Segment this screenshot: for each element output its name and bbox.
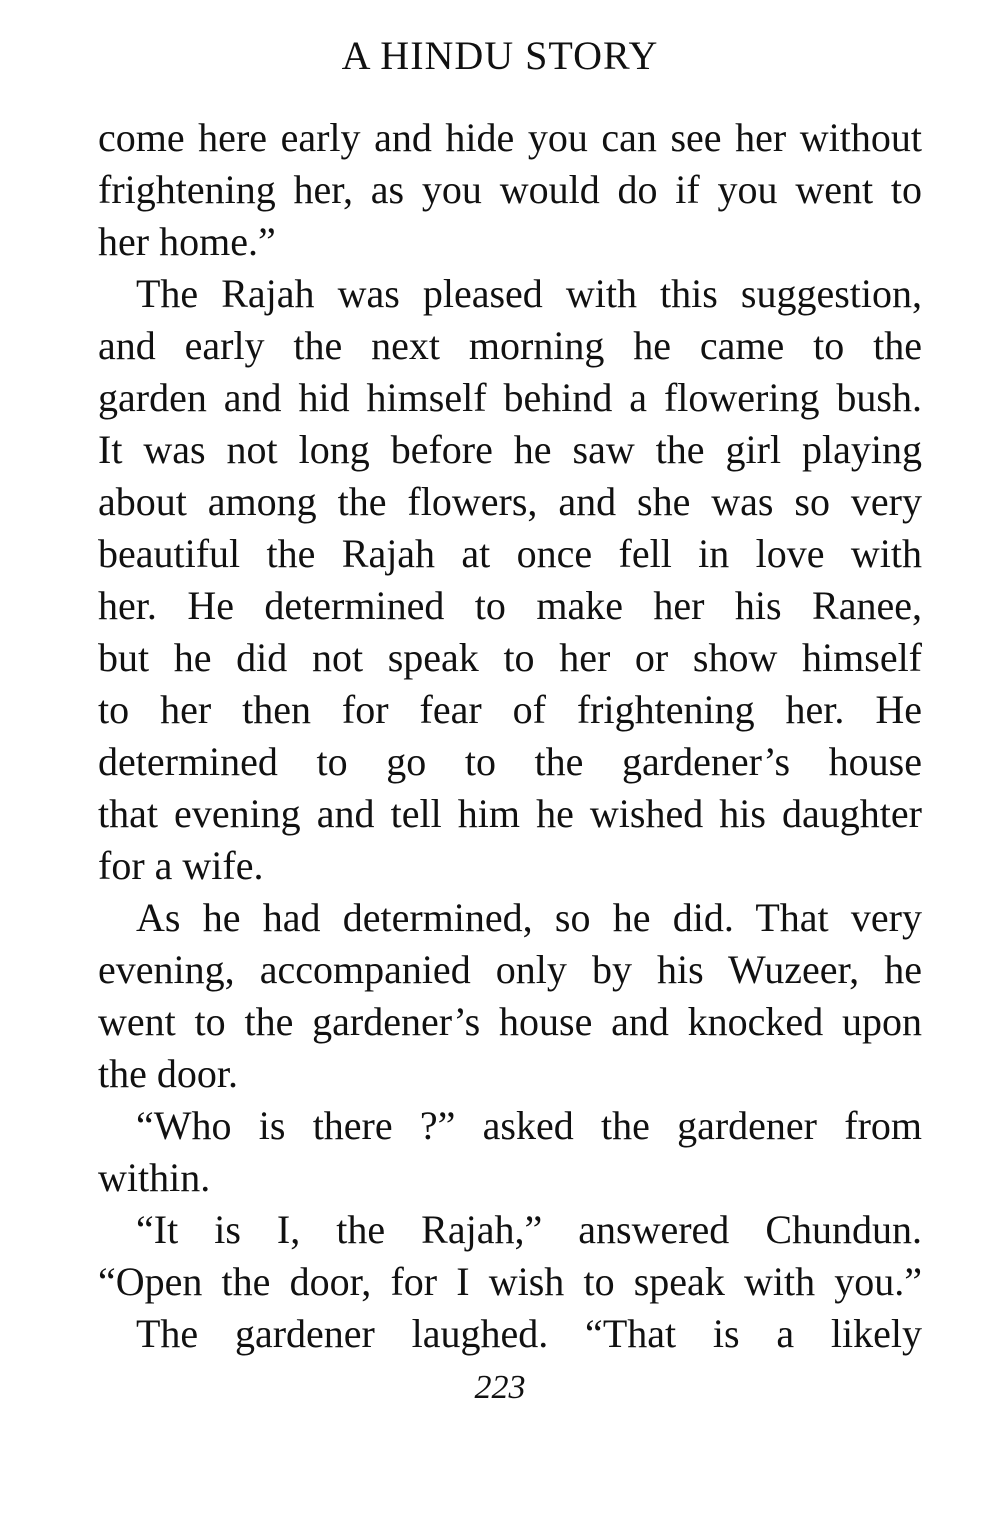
text-line: determined to go to the gardener’s house <box>98 739 922 784</box>
text-line: went to the gardener’s house and knocked upon <box>98 999 922 1044</box>
text-line: the door. <box>98 1051 238 1096</box>
running-head: A HINDU STORY <box>341 33 659 78</box>
text-line: frightening her, as you would do if you went to <box>98 167 922 212</box>
text-line: about among the flowers, and she was so very <box>98 479 922 524</box>
text-line: evening, accompanied only by his Wuzeer, he <box>98 947 922 992</box>
text-line: garden and hid himself behind a flowering bush. <box>98 375 922 420</box>
text-line: beautiful the Rajah at once fell in love with <box>98 531 922 576</box>
body-text <box>98 112 922 1360</box>
text-line: It was not long before he saw the girl playing <box>98 427 922 472</box>
text-line: and early the next morning he came to the <box>98 323 922 368</box>
text-line: come here early and hide you can see her without <box>98 115 922 160</box>
text-line: her. He determined to make her his Ranee, <box>98 583 922 628</box>
text-line: to her then for fear of frightening her. He <box>98 687 922 732</box>
text-line: for a wife. <box>98 843 264 888</box>
text-line: her home.” <box>98 219 276 264</box>
text-line: “Who is there ?” asked the gardener from <box>136 1103 922 1148</box>
text-line: “It is I, the Rajah,” answered Chundun. <box>136 1207 922 1252</box>
page-number: 223 <box>474 1369 526 1406</box>
text-line: “Open the door, for I wish to speak with you.” <box>98 1259 922 1304</box>
text-line: As he had determined, so he did. That very <box>136 895 922 940</box>
text-line: within. <box>98 1155 211 1200</box>
text-line: The Rajah was pleased with this suggestion, <box>136 271 922 316</box>
text-line: The gardener laughed. “That is a likely <box>136 1311 922 1356</box>
text-line: but he did not speak to her or show himself <box>98 635 922 680</box>
text-line: that evening and tell him he wished his daughter <box>98 791 922 836</box>
